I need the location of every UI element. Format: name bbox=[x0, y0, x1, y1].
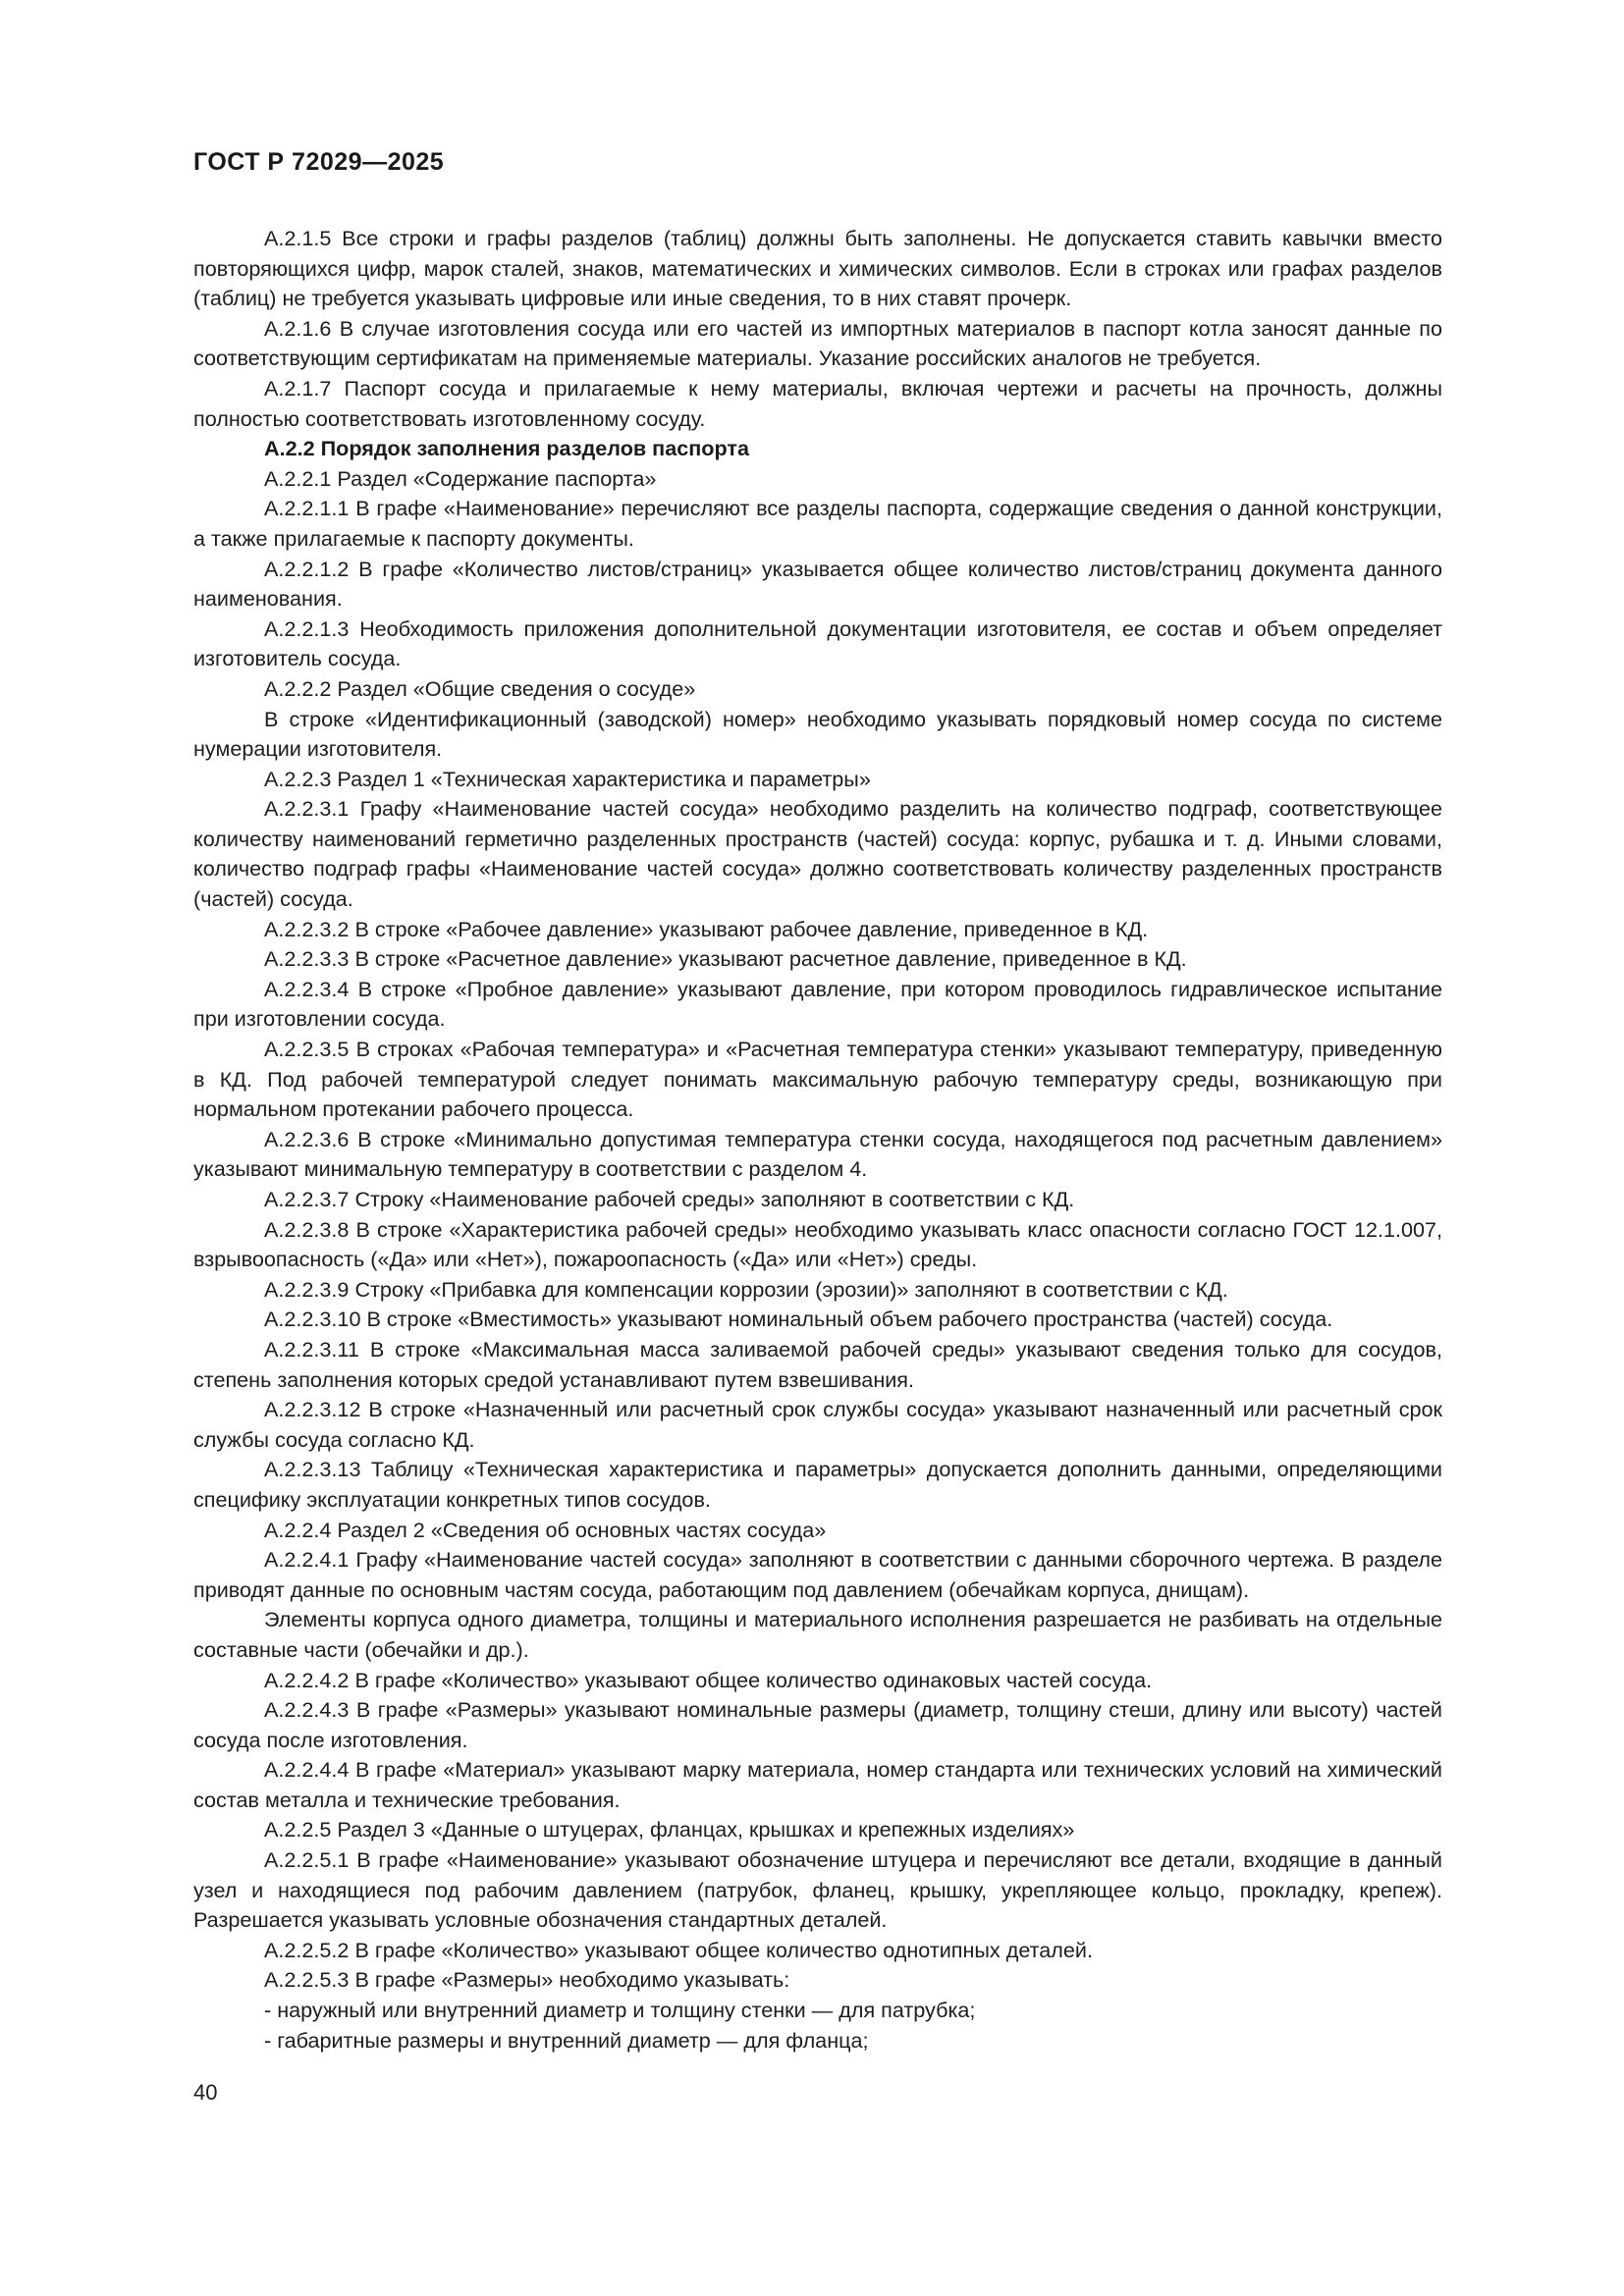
paragraph-a2-2-3-11: А.2.2.3.11 В строке «Максимальная масса заливаемой рабочей среды» указывают сведения только для сосудов, степень заполнения которых средой устанавливают путем взвешивания. bbox=[193, 1336, 1442, 1392]
paragraph-a2-2-3-4: А.2.2.3.4 В строке «Пробное давление» указывают давление, при котором проводилось гидравлическое испытание при изготовлении сосуда. bbox=[193, 976, 1442, 1032]
list-item-flange: - габаритные размеры и внутренний диаметр — для фланца; bbox=[264, 2027, 869, 2053]
paragraph-a2-2-5: А.2.2.5 Раздел 3 «Данные о штуцерах, фланцах, крышках и крепежных изделиях» bbox=[264, 1817, 1075, 1842]
paragraph-a2-2-5-2: А.2.2.5.2 В графе «Количество» указывают общее количество однотипных деталей. bbox=[264, 1937, 1093, 1962]
paragraph-a2-2-3-9: А.2.2.3.9 Строку «Прибавка для компенсации коррозии (эрозии)» заполняют в соответствии с КД. bbox=[264, 1276, 1228, 1302]
paragraph-identification-number: В строке «Идентификационный (заводской) номер» необходимо указывать порядковый номер сосуда по системе нумерации изготовителя. bbox=[193, 706, 1442, 762]
paragraph-a2-2-3-8: А.2.2.3.8 В строке «Характеристика рабочей среды» необходимо указывать класс опасности согласно ГОСТ 12.1.007, взрывоопасность («Да» или «Нет»), пожароопасность («Да» или «Нет») среды. bbox=[193, 1216, 1442, 1272]
paragraph-a2-2-3-6: А.2.2.3.6 В строке «Минимально допустимая температура стенки сосуда, находящегося под расчетным давлением» указывают минимальную температуру в соответствии с разделом 4. bbox=[193, 1126, 1442, 1182]
paragraph-a2-2-1: А.2.2.1 Раздел «Содержание паспорта» bbox=[264, 465, 657, 491]
paragraph-a2-2-3-1: А.2.2.3.1 Графу «Наименование частей сосуда» необходимо разделить на количество подграф, соответствующее количеству наименований герметично разделенных пространств (частей) сосуда: корпус, рубашка и т. д. Иными словами, количество подграф графы «Наименование частей сосуда» должно соответствовать количеству разделенных пространств (частей) сосуда. bbox=[193, 796, 1442, 912]
paragraph-a2-2-4-4: А.2.2.4.4 В графе «Материал» указывают марку материала, номер стандарта или технических условий на химический состав металла и технические требования. bbox=[193, 1757, 1442, 1812]
paragraph-a2-2-3-5: А.2.2.3.5 В строках «Рабочая температура» и «Расчетная температура стенки» указывают температуру, приведенную в КД. Под рабочей температурой следует понимать максимальную рабочую температуру среды, возникающую при нормальном протекании рабочего процесса. bbox=[193, 1037, 1442, 1122]
paragraph-a2-2-4: А.2.2.4 Раздел 2 «Сведения об основных частях сосуда» bbox=[264, 1517, 827, 1542]
paragraph-a2-2-3-13: А.2.2.3.13 Таблицу «Техническая характеристика и параметры» допускается дополнить данными, определяющими специфику эксплуатации конкретных типов сосудов. bbox=[193, 1457, 1442, 1512]
paragraph-a2-2-3-7: А.2.2.3.7 Строку «Наименование рабочей среды» заполняют в соответствии с КД. bbox=[264, 1187, 1075, 1211]
paragraph-a2-2-1-1: А.2.2.1.1 В графе «Наименование» перечисляют все разделы паспорта, содержащие сведения о данной конструкции, а также прилагаемые к паспорту документы. bbox=[193, 496, 1442, 551]
paragraph-a2-2-4-2: А.2.2.4.2 В графе «Количество» указывают общее количество одинаковых частей сосуда. bbox=[264, 1667, 1153, 1692]
document-header-title: ГОСТ Р 72029—2025 bbox=[193, 148, 445, 176]
paragraph-body-elements: Элементы корпуса одного диаметра, толщины и материального исполнения разрешается не разбивать на отдельные составные части (обечайки и др.). bbox=[193, 1607, 1442, 1662]
paragraph-a2-2-3-12: А.2.2.3.12 В строке «Назначенный или расчетный срок службы сосуда» указывают назначенный или расчетный срок службы сосуда согласно КД. bbox=[193, 1397, 1442, 1452]
paragraph-a2-2-4-3: А.2.2.4.3 В графе «Размеры» указывают номинальные размеры (диаметр, толщину стеши, длину или высоту) частей сосуда после изготовления. bbox=[193, 1697, 1442, 1752]
paragraph-a2-1-5: А.2.1.5 Все строки и графы разделов (таблиц) должны быть заполнены. Не допускается ставить кавычки вместо повторяющихся цифр, марок сталей, знаков, математических и химических символов. Если в строках или графах разделов (таблиц) не требуется указывать цифровые или иные сведения, то в них ставят прочерк. bbox=[193, 226, 1442, 311]
paragraph-a2-1-7: А.2.1.7 Паспорт сосуда и прилагаемые к нему материалы, включая чертежи и расчеты на прочность, должны полностью соответствовать изготовленному сосуду. bbox=[193, 375, 1442, 431]
paragraph-a2-1-6: А.2.1.6 В случае изготовления сосуда или его частей из импортных материалов в паспорт котла заносят данные по соответствующим сертификатам на применяемые материалы. Указание российских аналогов не требуется. bbox=[193, 315, 1442, 371]
paragraph-a2-2-5-3: А.2.2.5.3 В графе «Размеры» необходимо указывать: bbox=[264, 1967, 790, 1993]
paragraph-a2-2-3-2: А.2.2.3.2 В строке «Рабочее давление» указывают рабочее давление, приведенное в КД. bbox=[264, 916, 1149, 941]
list-item-nozzle: - наружный или внутренний диаметр и толщину стенки — для патрубка; bbox=[264, 1998, 976, 2023]
paragraph-a2-2-5-1: А.2.2.5.1 В графе «Наименование» указывают обозначение штуцера и перечисляют все детали, входящие в данный узел и находящиеся под рабочим давлением (патрубок, фланец, крышку, укрепляющее кольцо, прокладку, крепеж). Разрешается указывать условные обозначения стандартных деталей. bbox=[193, 1847, 1442, 1933]
paragraph-a2-2-3: А.2.2.3 Раздел 1 «Техническая характеристика и параметры» bbox=[264, 766, 871, 791]
page-number: 40 bbox=[193, 2080, 218, 2105]
paragraph-a2-2-1-2: А.2.2.1.2 В графе «Количество листов/страниц» указывается общее количество листов/страниц документа данного наименования. bbox=[193, 556, 1442, 612]
paragraph-a2-2-1-3: А.2.2.1.3 Необходимость приложения дополнительной документации изготовителя, ее состав и объем определяет изготовитель сосуда. bbox=[193, 615, 1442, 671]
paragraph-a2-2-3-3: А.2.2.3.3 В строке «Расчетное давление» указывают расчетное давление, приведенное в КД. bbox=[264, 946, 1187, 972]
paragraph-a2-2-3-10: А.2.2.3.10 В строке «Вместимость» указывают номинальный объем рабочего пространства (частей) сосуда. bbox=[264, 1307, 1333, 1332]
paragraph-a2-2-2: А.2.2.2 Раздел «Общие сведения о сосуде» bbox=[264, 675, 696, 701]
document-body bbox=[193, 224, 1442, 2056]
paragraph-a2-2-4-1: А.2.2.4.1 Графу «Наименование частей сосуда» заполняют в соответствии с данными сборочного чертежа. В разделе приводят данные по основным частям сосуда, работающим под давлением (обечайкам корпуса, днищам). bbox=[193, 1547, 1442, 1602]
section-heading-a2-2: А.2.2 Порядок заполнения разделов паспорта bbox=[264, 436, 749, 461]
